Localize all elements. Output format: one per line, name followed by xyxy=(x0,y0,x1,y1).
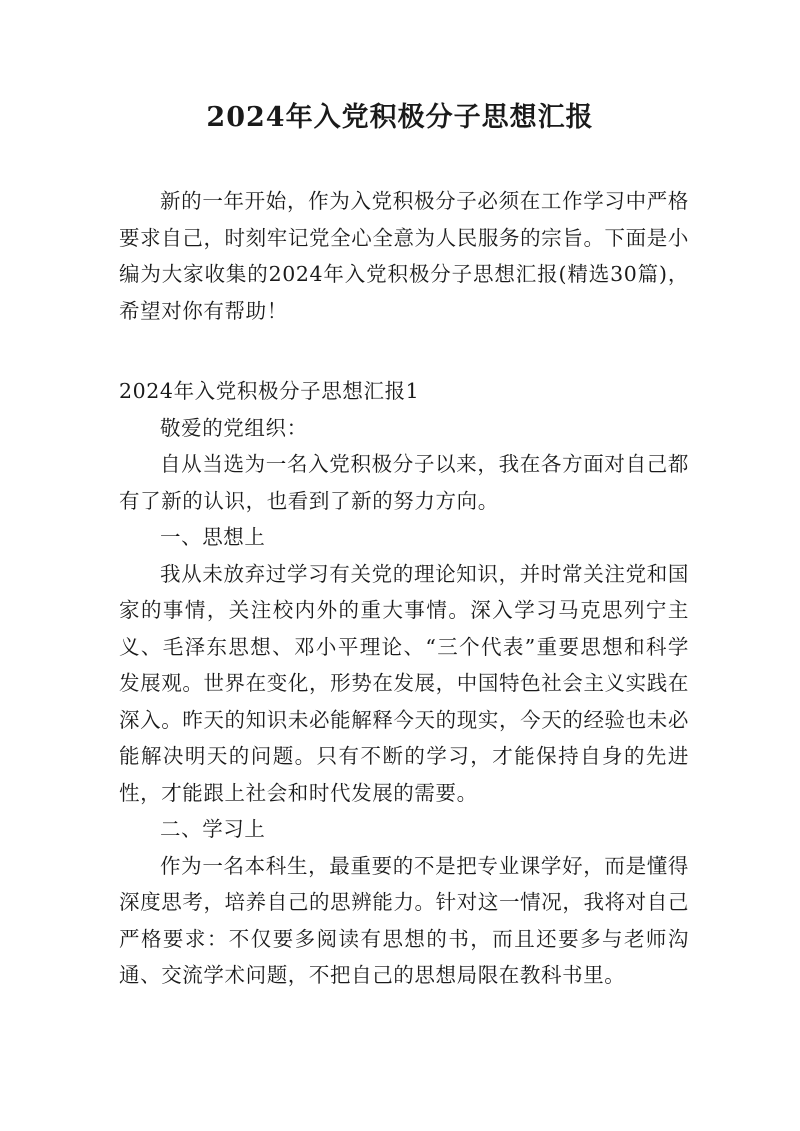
subheading-study: 二、学习上 xyxy=(160,817,266,841)
body-paragraph: 作为一名本科生，最重要的不是把专业课学好，而是懂得深度思考，培养自己的思辨能力。针对这一情况，我将对自己严格要求：不仅要多阅读有思想的书，而且还要多与老师沟通、交流学术问题，不把自己的思想局限在教科书里。 xyxy=(119,853,689,987)
intro-section xyxy=(119,183,689,329)
document-title: 2024年入党积极分子思想汇报 xyxy=(206,102,594,133)
article-section xyxy=(119,373,689,994)
intro-paragraph: 新的一年开始，作为入党积极分子必须在工作学习中严格要求自己，时刻牢记党全心全意为人民服务的宗旨。下面是小编为大家收集的2024年入党积极分子思想汇报(精选30篇)，希望对你有帮助！ xyxy=(119,189,689,323)
subheading-ideology: 一、思想上 xyxy=(160,525,266,549)
section-title: 2024年入党积极分子思想汇报1 xyxy=(119,379,420,403)
salutation: 敬爱的党组织： xyxy=(160,415,308,440)
body-paragraph: 我从未放弃过学习有关党的理论知识，并时常关注党和国家的事情，关注校内外的重大事情。深入学习马克思列宁主义、毛泽东思想、邓小平理论、“三个代表”重要思想和科学发展观。世界在变化，形势在发展，中国特色社会主义实践在深入。昨天的知识未必能解释今天的现实，今天的经验也未必能解决明天的问题。只有不断的学习，才能保持自身的先进性，才能跟上社会和时代发展的需要。 xyxy=(119,561,689,805)
body-paragraph: 自从当选为一名入党积极分子以来，我在各方面对自己都有了新的认识，也看到了新的努力方向。 xyxy=(119,452,689,513)
